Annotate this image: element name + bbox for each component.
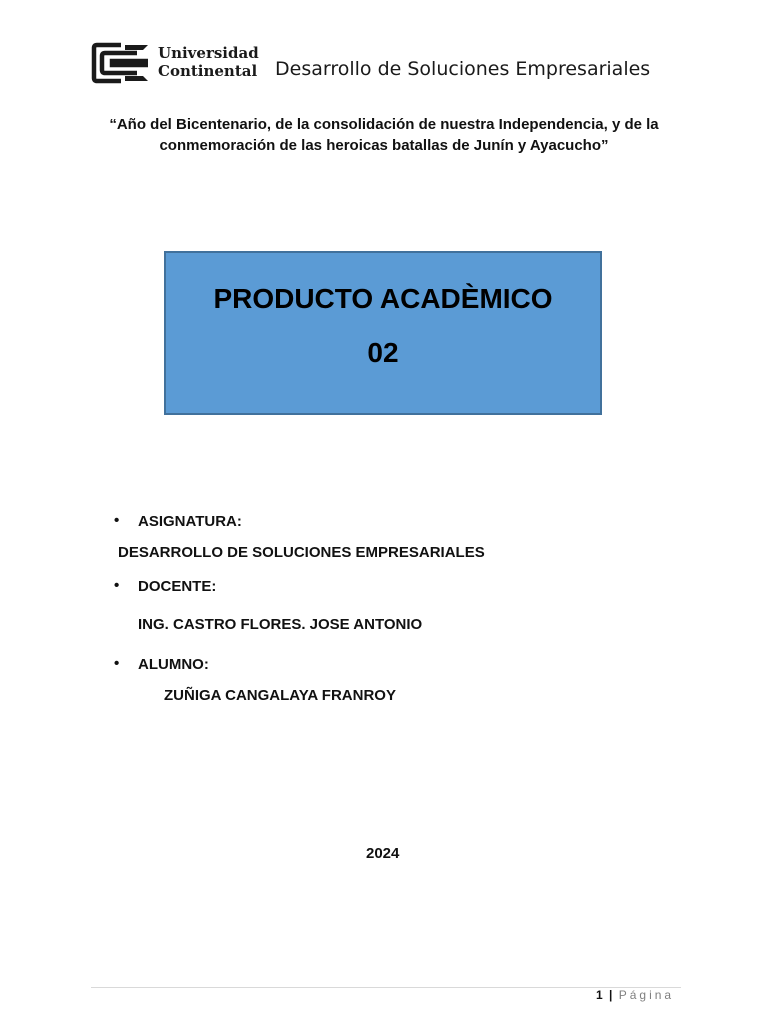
asignatura-value: DESARROLLO DE SOLUCIONES EMPRESARIALES (118, 544, 485, 561)
document-header (91, 42, 681, 84)
year-motto (84, 114, 684, 156)
logo-line-1: Universidad (158, 44, 259, 62)
logo-line-2: Continental (158, 62, 258, 80)
universidad-continental-logo-icon (91, 42, 151, 84)
docente-label: DOCENTE: (138, 578, 217, 595)
product-title-box (164, 251, 602, 415)
asignatura-label: ASIGNATURA: (138, 513, 242, 530)
motto-line-2: conmemoración de las heroicas batallas de Junín y Ayacucho” (159, 137, 609, 154)
page-number: 1 (596, 988, 603, 1002)
logo-wordmark (158, 44, 259, 80)
page-footer (596, 988, 674, 1002)
footer-separator: | (609, 988, 613, 1002)
alumno-value: ZUÑIGA CANGALAYA FRANROY (164, 687, 396, 704)
alumno-label: ALUMNO: (138, 656, 209, 673)
bullet-icon: • (114, 512, 120, 529)
course-title: Desarrollo de Soluciones Empresariales (275, 58, 651, 80)
document-year: 2024 (366, 845, 400, 862)
motto-line-1: “Año del Bicentenario, de la consolidación de nuestra Independencia, y de la (109, 116, 659, 133)
product-title: PRODUCTO ACADÈMICO (213, 283, 553, 314)
page-word: Página (618, 988, 675, 1002)
bullet-icon: • (114, 655, 120, 672)
bullet-icon: • (114, 577, 120, 594)
docente-value: ING. CASTRO FLORES. JOSE ANTONIO (138, 616, 423, 633)
footer-divider (91, 987, 681, 988)
product-number: 02 (367, 337, 399, 368)
